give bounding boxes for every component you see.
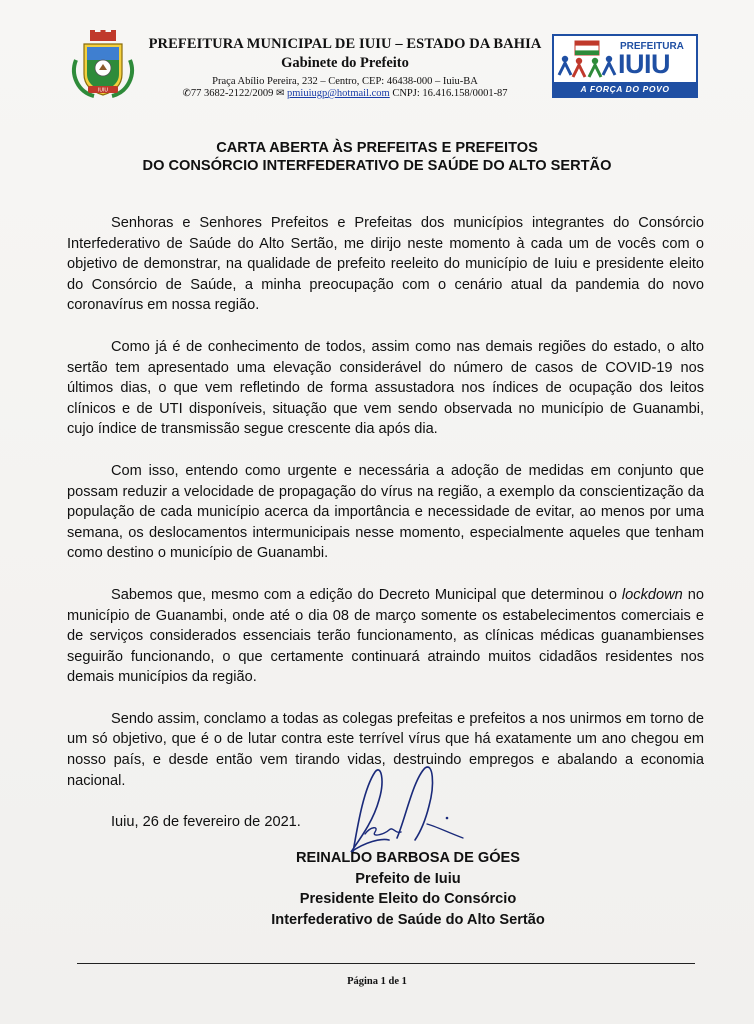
letterhead-contact <box>145 88 545 99</box>
envelope-icon: ✉ <box>276 88 285 99</box>
brand-prefix: PREFEITURA <box>620 41 684 52</box>
signatory-role-2: Presidente Eleito do Consórcio <box>299 891 517 907</box>
letterhead-title: PREFEITURA MUNICIPAL DE IUIU – ESTADO DA BAHIA <box>148 36 542 52</box>
signatory-role-1: Prefeito de Iuiu <box>355 870 461 887</box>
title-line-2: DO CONSÓRCIO INTERFEDERATIVO DE SAÚDE DO ALTO SERTÃO <box>142 158 612 174</box>
email-link[interactable]: pmiuiugp@hotmail.com <box>287 88 390 99</box>
signatory-name: REINALDO BARBOSA DE GÓES <box>295 850 521 866</box>
document-title <box>60 139 694 175</box>
letter-date: Iuiu, 26 de fevereiro de 2021. <box>111 814 301 831</box>
page-number: Página 1 de 1 <box>347 976 407 987</box>
brand-name: IUIU <box>618 49 670 79</box>
prefeitura-brand-logo <box>552 34 698 98</box>
paragraph-5: Sendo assim, conclamo a todas as colegas prefeitas e prefeitos a nos unirmos em torno de um só objetivo, que é o de lutar contra este terrível vírus que há exatamente um ano chegou em nosso país, e desde então vem tirando vidas, destruindo empregos e abalando a economia nacional. <box>67 710 704 789</box>
paragraph-4 <box>67 585 704 688</box>
brand-slogan: A FORÇA DO POVO <box>554 82 696 96</box>
paragraph-4-end: no município de Guanambi, onde até o dia 08 de março somente os estabelecimentos comerciais e de serviços considerados essenciais terão funcionamento, as clínicas médicas guanambienses seguirão funcionando, o que certamente continuará atraindo muitos cidadãos residentes nos demais municípios da região. <box>67 586 704 686</box>
footer-divider <box>77 963 695 964</box>
paragraph-1: Senhoras e Senhores Prefeitos e Prefeitas dos municípios integrantes do Consórcio Interfederativo de Saúde do Alto Sertão, me dirijo neste momento à cada um de vocês com o objetivo de demonstrar, na qualidade de prefeito reeleito do município de Iuiu e presidente eleito do Consórcio de Saúde, a minha preocupação com o cenário atual da pandemia do novo coronavírus em nossa região. <box>67 215 704 314</box>
signature-block <box>260 848 556 930</box>
title-line-1: CARTA ABERTA ÀS PREFEITAS E PREFEITOS <box>216 140 538 156</box>
letterhead-subtitle: Gabinete do Prefeito <box>281 55 409 71</box>
letterhead <box>145 36 545 99</box>
letter-body <box>67 213 704 854</box>
paragraph-4-start: Sabemos que, mesmo com a edição do Decreto Municipal que determinou o <box>111 586 622 603</box>
letterhead-address: Praça Abílio Pereira, 232 – Centro, CEP: 46438-000 – Iuiu-BA <box>212 76 478 87</box>
municipal-crest-icon <box>68 30 138 100</box>
people-flag-icon <box>557 39 617 83</box>
signatory-role-3: Interfederativo de Saúde do Alto Sertão <box>271 911 545 928</box>
paragraph-4-italic: lockdown <box>621 586 683 603</box>
phone-number: 77 3682-2122/2009 <box>190 88 274 99</box>
paragraph-2: Como já é de conhecimento de todos, assim como nas demais regiões do estado, o alto sertão tem apresentado uma elevação considerável do número de casos de COVID-19 nos últimos dias, o que vem refletindo de forma assustadora nos índices de ocupação dos leitos clínicos e de UTI disponíveis, situação que vem sendo observada no município de Guanambi, cujo índice de transmissão segue crescente dia após dia. <box>67 338 704 438</box>
svg-text:IUIU: IUIU <box>98 87 108 94</box>
paragraph-3: Com isso, entendo como urgente e necessária a adoção de medidas em conjunto que possam reduzir a velocidade de propagação do vírus na região, a exemplo da conscientização da população de cada município acerca da importância e necessidade de evitar, ao menos por uma semana, os deslocamentos intermunicipais nesse momento, especialmente aqueles que tenham como destino o município de Guanambi. <box>67 462 704 562</box>
phone-icon: ✆ <box>182 88 191 99</box>
cnpj: CNPJ: 16.416.158/0001-87 <box>392 88 508 99</box>
